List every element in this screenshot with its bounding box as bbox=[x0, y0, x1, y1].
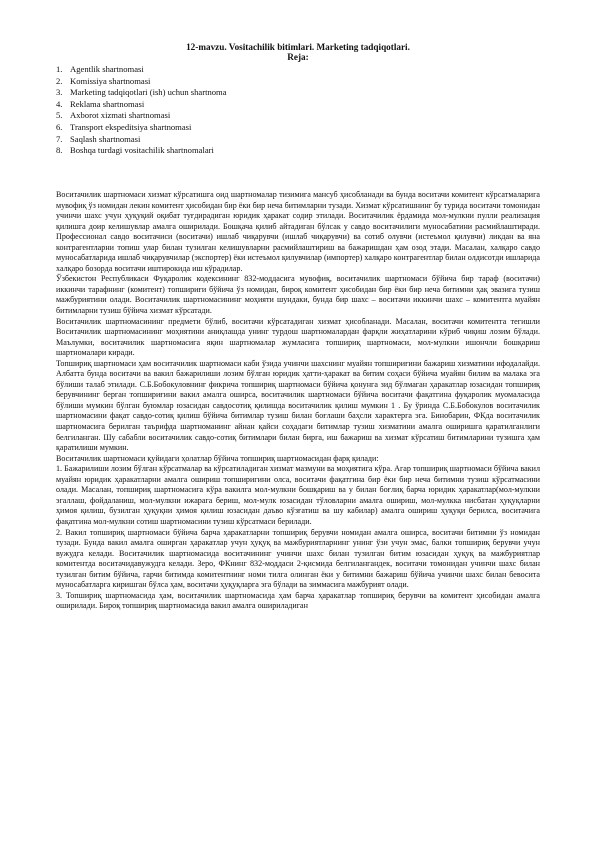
list-item-text: Agentlik shartnomasi bbox=[70, 64, 144, 74]
list-item bbox=[56, 76, 227, 88]
list-item bbox=[56, 145, 227, 157]
list-item-number: 2. bbox=[56, 75, 63, 86]
paragraph: 3. Топшириқ шартномасида ҳам, воситачилик шартномасида ҳам барча ҳаракатлар топшириқ берувчи ва комитент ҳисобидан амалга оширилади. Бироқ топшириқ шартномасида вакил амалга ошириладиган bbox=[56, 590, 540, 611]
list-item-number: 5. bbox=[56, 110, 63, 121]
list-item-text: Marketing tadqiqotlari (ish) uchun shartnoma bbox=[70, 87, 227, 98]
list-item bbox=[56, 99, 227, 111]
paragraph: Воситачилик шартномаси хизмат кўрсатишга оид шартномалар тизимига мансуб ҳисобланади ва бунда воситачи комитент кўрсатмаларига мувофиқ ўз номидан лекин комитент ҳисобидан бир ёки бир неча битимларни тузади. Хизмат кўрсатишнинг бу турида воситачи томонидан учинчи шахс учун ҳуқуқий оқибат туғдирадиган юридик ҳаракат содир этилади. Воситачилик ёрдамида мол-мулкни пулли реализация қилишга доир келишувлар амалга оширилади. Бошқача қилиб айтадиган бўлсак у савдо воситачилиги муносабатини расмийлаштиради. Профессионал савдо воситачиси (воситачи) ишлаб чиқарувчи (ишлаб чиқарувчи) ва сотиб олувчи (истеъмол қилувчи) ликдан ва яна контрагентларни топиш улар билан тузилган келишувларни расмийлаштириш ва бажаришдан ҳам озод этади. Масалан, халқаро савдо муносабатларида ишлаб чиқарувчилар (экспортер) ёки истеъмол қилувчилар (импортер) халқаро контрагентлар билан олдисотди ишларида халқаро бозорда воситачи иштирокида иш кўрадилар. bbox=[56, 190, 540, 273]
body-text bbox=[56, 190, 540, 612]
page-title: 12-mavzu. Vositachilik bitimlari. Marketing tadqiqotlari. bbox=[186, 42, 410, 52]
paragraph: 1. Бажарилиши лозим бўлган кўрсатмалар ва кўрсатиладиган хизмат мазмуни ва моҳиятига кўра. Агар топшириқ шартномаси бўйича вакил муайян юридик ҳаракатларни амалга ошириш топширигини олса, воситачи фақатгина бир ёки бир неча битимни тузиш кўрсатмасини олади. Масалан, топшириқ шартномасига кўра вакилга мол-мулкни бошқариш ва у билан боғлиқ барча юридик ҳаракатлар(мол-мулкни эгаллаш, фойдаланиш, мол-мулкни ижарага бериш, мол-мулк юзасидан тўловларни амалга ошириш, мол-мулкка нисбатан ҳуқуқларни ҳимоя қилиш, бузилган ҳуқуқни ҳимоя қилиш юзасидан даъво кўзғатиш ва шу кабилар) амалга ошириш ҳуқуқи берилса, воситачига фақатгина мол-мулкни сотиш шартномасини тузиш кўрсатмаси берилади. bbox=[56, 464, 540, 526]
list-item bbox=[56, 122, 227, 134]
list-item-text: Transport ekspeditsiya shartnomasi bbox=[70, 121, 192, 132]
list-item bbox=[56, 87, 227, 99]
list-item-text: Saqlash shartnomasi bbox=[70, 133, 141, 144]
plan-heading: Reja: bbox=[287, 52, 309, 62]
paragraph: Воситачилик шартномаси қуйидаги ҳолатлар бўйича топшириқ шартномасидан фарқ қилади: bbox=[56, 453, 379, 463]
list-item-text: Boshqa turdagi vositachilik shartnomalari bbox=[70, 145, 214, 156]
list-item-number: 6. bbox=[56, 121, 63, 132]
list-item-number: 7. bbox=[56, 133, 63, 144]
list-item-number: 4. bbox=[56, 98, 63, 109]
list-item-text: Axborot xizmati shartnomasi bbox=[70, 110, 171, 121]
list-item bbox=[56, 110, 227, 122]
paragraph: Топшириқ шартномаси ҳам воситачилик шартномаси каби ўзида учинчи шахснинг муайян топшириғини бажариш хизматини ифодалайди. Албатта бунда воситачи ва вакил бажарилиши лозим бўлган юридик ҳатти-ҳаракат ва битим соҳаси бўйича муайян билим ва малака эга бўлиши талаб этилади. С.Б.Бобокуловнинг фикрича топшириқ шартномаси бўйича қонунга зид бўлмаган ҳаракатлар юзасидан топшириқ берувчининг берган топшириғини вакил амалга оширса, воситачилик шартномаси бўйича воситачи фақатгина фуқаролик муомаласида бўлиши мумкин бўлган буюмлар юзасидан савдосотиқ қилишда воситачилик қилиш мумкин 1 . Бу ўринда С.Б.Бобокулов воситачилик шартномасини фақат савдо-сотиқ қилиш бўйича битимлар тузиш билан боғлаши баҳсли характерга эга. Бинобарин, ФКда воситачилик шартномасига берилган таърифда шартноманинг айнан қайси соҳадаги битимлар тузиш хизматини амалга оширишга қаратилганлиги белгиланган. Шу сабабли воситачилик савдо-сотиқ битимлари билан бирга, иш бажариш ва хизмат кўрсатиш битимларини тузишга ҳам қаратилиши мумкин. bbox=[56, 358, 540, 453]
list-item-text: Komissiya shartnomasi bbox=[70, 75, 151, 86]
list-item bbox=[56, 64, 227, 76]
paragraph: Воситачилик шартномасининг предмети бўлиб, воситачи кўрсатадиган хизмат ҳисобланади. Масалан, воситачи комитентга тегишли Воситачилик шартномасининг моҳиятини аниқлашда унинг турдош шартномалардан фарқли жиҳатларини кўриб чиқиш лозим бўлади. Маълумки, воситачилик шартномасига яқин шартномалар жумласига топшириқ шартномаси, мол-мулкни ишончли бошқариш шартномалари киради. bbox=[56, 316, 540, 358]
list-item-text: Reklama shartnomasi bbox=[70, 98, 145, 109]
list-item-number: 1. bbox=[56, 64, 63, 74]
list-item-number: 3. bbox=[56, 87, 63, 98]
list-item bbox=[56, 134, 227, 146]
paragraph: Ўзбекистон Республикаси Фуқаролик кодексининг 832-моддасига мувофиқ, воситачилик шартномаси бўйича бир тараф (воситачи) иккинчи тарафнинг (комитент) топшириғи бўйича ўз номидан, бироқ комитент ҳисобидан бир ёки бир неча битимни ҳақ эвазига тузиш мажбуриятини олади. Воситачилик шартномасининг моҳияти шундаки, бунда бир шахс – воситачи иккинчи шахс – комитентга муайян битимларни тузиш бўйича хизмат кўрсатади. bbox=[56, 274, 540, 316]
plan-list bbox=[56, 64, 227, 157]
paragraph: 2. Вакил топшириқ шартномаси бўйича барча ҳаракатларни топшириқ берувчи номидан амалга оширса, воситачи битимни ўз номидан тузади. Бунда вакил амалга оширган ҳаракатлар учун ҳуқуқ ва мажбуриятларнинг унинг ўзи учун эмас, балки топшириқ берувчи учун вужудга келади. Воситачилик шартномасида воситачининг учинчи шахс билан тузилган битим юзасидан ҳуқуқ ва мажбуриятлар комитентда воситачидавужудга келади. Зеро, ФКнинг 832-моддаси 2-қисмида белгилангандек, воситачи томонидан учинчи шахс билан тузилган битим бўйича, гарчи битимда комитентнинг номи тилга олинган ёки у битимни бажариш бўйича учинчи шахс билан бевосита муносабатларга киришган бўлса ҳам, воситачи ҳуқуқларга эга бўлади ва зиммасига мажбурият олади. bbox=[56, 527, 540, 590]
list-item-number: 8. bbox=[56, 145, 63, 156]
